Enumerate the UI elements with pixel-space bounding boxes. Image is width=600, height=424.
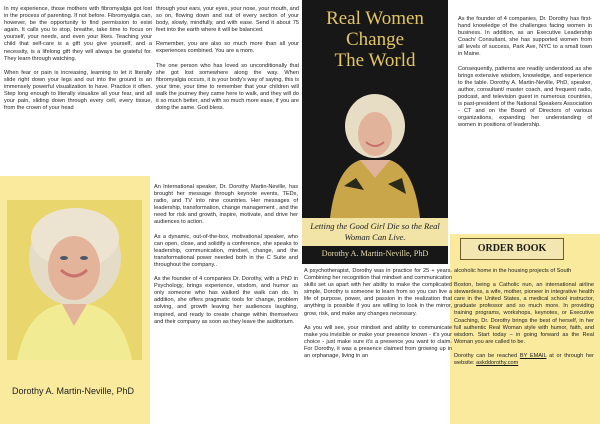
paragraph: As a dynamic, out-of-the-box, motivational speaker, who can open, close, and solidify a conference, she speaks to leadership, communication, mindset, change, and the transformational power needed both in the C Suite and throughout the company..: [154, 233, 298, 268]
paragraph: In my experience, those mothers with fibromyalgia got lost in the process of parenting. If not before. Fibromyalgia can, however, be the opportunity to find permission to exist again. It calls you to stop, breathe, take time to focus on yourself, your needs, and even your likes. Teaching your child that self-care is a gift you give yourself, and a necessity, is a lifelong gift they will always be grateful for. They learn through watching.: [4, 6, 152, 62]
contact-paragraph: [454, 353, 594, 367]
paragraph: An International speaker, Dr. Dorothy Martin-Neville, has brought her message through keynote events, TEDx, radio, and TV into nine countries. Her messages of leadership, transformation, change management , and the need for risk and growth, inspire, motivate, and drive her audiences to action.: [154, 184, 298, 226]
book-title-line: Change: [345, 29, 405, 50]
book-title-line: Real Women: [326, 8, 424, 29]
paragraph: Consequently, patterns are readily understood as she brings extensive wisdom, knowledge, and experience to the table. Dorothy A. Martin-Neville, PhD, speaker, author, consultant/ master coach, and frequent radio, podcast, and television guest in numerous countries, is past-president of the National Speakers Association - CT and on the Board of Directors of various organizations, expanding her understanding of women in positions of leadership.: [458, 65, 592, 129]
speaker-bio-text: [154, 184, 298, 333]
book-cover[interactable]: [302, 0, 448, 264]
fibromyalgia-text-col2: [156, 6, 299, 119]
paragraph: Boston, being a Catholic nun, an international airline stewardess, a wife, mother, pioneer in integrative health care in the United States, a medical school instructor, graduate professor and so much more. In providing training programs, workshops, keynotes, or Executive Coaching, Dr. Dorothy brings the best of herself, in her full authentic Real Woman style with humor, faith, and wisdom. Start today – in going forward as the Real Woman you are called to be.: [454, 282, 594, 345]
fibromyalgia-text-col1: [4, 6, 152, 119]
order-book-button[interactable]: ORDER BOOK: [460, 238, 564, 260]
paragraph: Remember, you are also so much more than all your experiences combined. You are a mom.: [156, 41, 299, 55]
paragraph: As you will see, your mindset and ability to communicate make you invisible or make your presence known - it's your choice - just make sure it's a presence you want to claim. For Dorothy, it was a presence claimed from growing up in an orphanage, living in an: [304, 324, 452, 360]
background-text: [454, 268, 594, 374]
founder-text: [458, 16, 592, 136]
paragraph: alcoholic home in the housing projects of South: [454, 268, 572, 274]
paragraph: The one person who has loved so unconditionally that she got lost somewhere along the way. When fibromyalgia occurs, it is your body's way of saying, this is your time, your time to remember that your children will walk the journey they came here to walk, and they will do it so much better, and with so much more ease, if you are doing the same. God bless.: [156, 62, 299, 112]
paragraph: through your ears, your eyes, your nose, your mouth, and so on, flowing down and out of every section of your body, slowly, mindfully, and with ease. Send it about 75 feet into the earth where it will be balanced.: [156, 6, 299, 34]
book-title: [302, 8, 448, 71]
psychotherapist-text: [304, 268, 452, 367]
paragraph: As the founder of 4 companies Dr. Dorothy, with a PhD in Psychology, brings experience, wisdom, and humor as only someone who has walked the walk can do. In addition, she offers pragmatic tools for change, problem solving, and growth leaving her audiences laughing, inspired, and ready to create change within themselves and their company as soon as they leave the auditorium.: [154, 276, 298, 325]
website-link[interactable]: askddorothy.com: [476, 360, 519, 367]
paragraph: As the founder of 4 companies, Dr. Dorothy has first-hand knowledge of the challenges facing women in business. In addition, as an Executive Leadership Coach/ Consultant, she has supported women from all levels of success, Park Ave, NYC to a small town in Maine.: [458, 16, 592, 58]
book-author: Dorothy A. Martin-Neville, PhD: [321, 249, 429, 258]
book-title-line: The World: [334, 50, 416, 71]
book-subtitle: Letting the Good Girl Die so the Real Woman Can Live.: [302, 218, 448, 246]
book-cover-photo: [318, 86, 432, 218]
author-name-caption: Dorothy A. Martin-Neville, PhD: [12, 386, 135, 396]
paragraph: A psychotherapist, Dorothy was in practice for 25 + years. Combining her recognition that mindset and communication skills set us apart with her ability to make the complicated simple, Dorothy is someone to learn from so you can live a life of purpose, power, and passion in the realization that anything is possible if you are willing to look in the mirror, grow, risk, and make any changes necessary.: [304, 268, 452, 317]
author-portrait-photo: [7, 200, 142, 360]
email-link[interactable]: BY EMAIL: [519, 352, 547, 359]
contact-prefix: Dorothy can be reached: [454, 352, 520, 359]
contact-middle: at or through her website:: [454, 352, 594, 367]
paragraph: When fear or pain is increasing, learning to let it literally slide right down your legs and out into the ground is an immensely powerful visualization to have. Practice it often. Step long enough to literally visualize all your fear, and all your pain, sliding down through every cell, every tissue, from the crown of your head: [4, 69, 152, 112]
